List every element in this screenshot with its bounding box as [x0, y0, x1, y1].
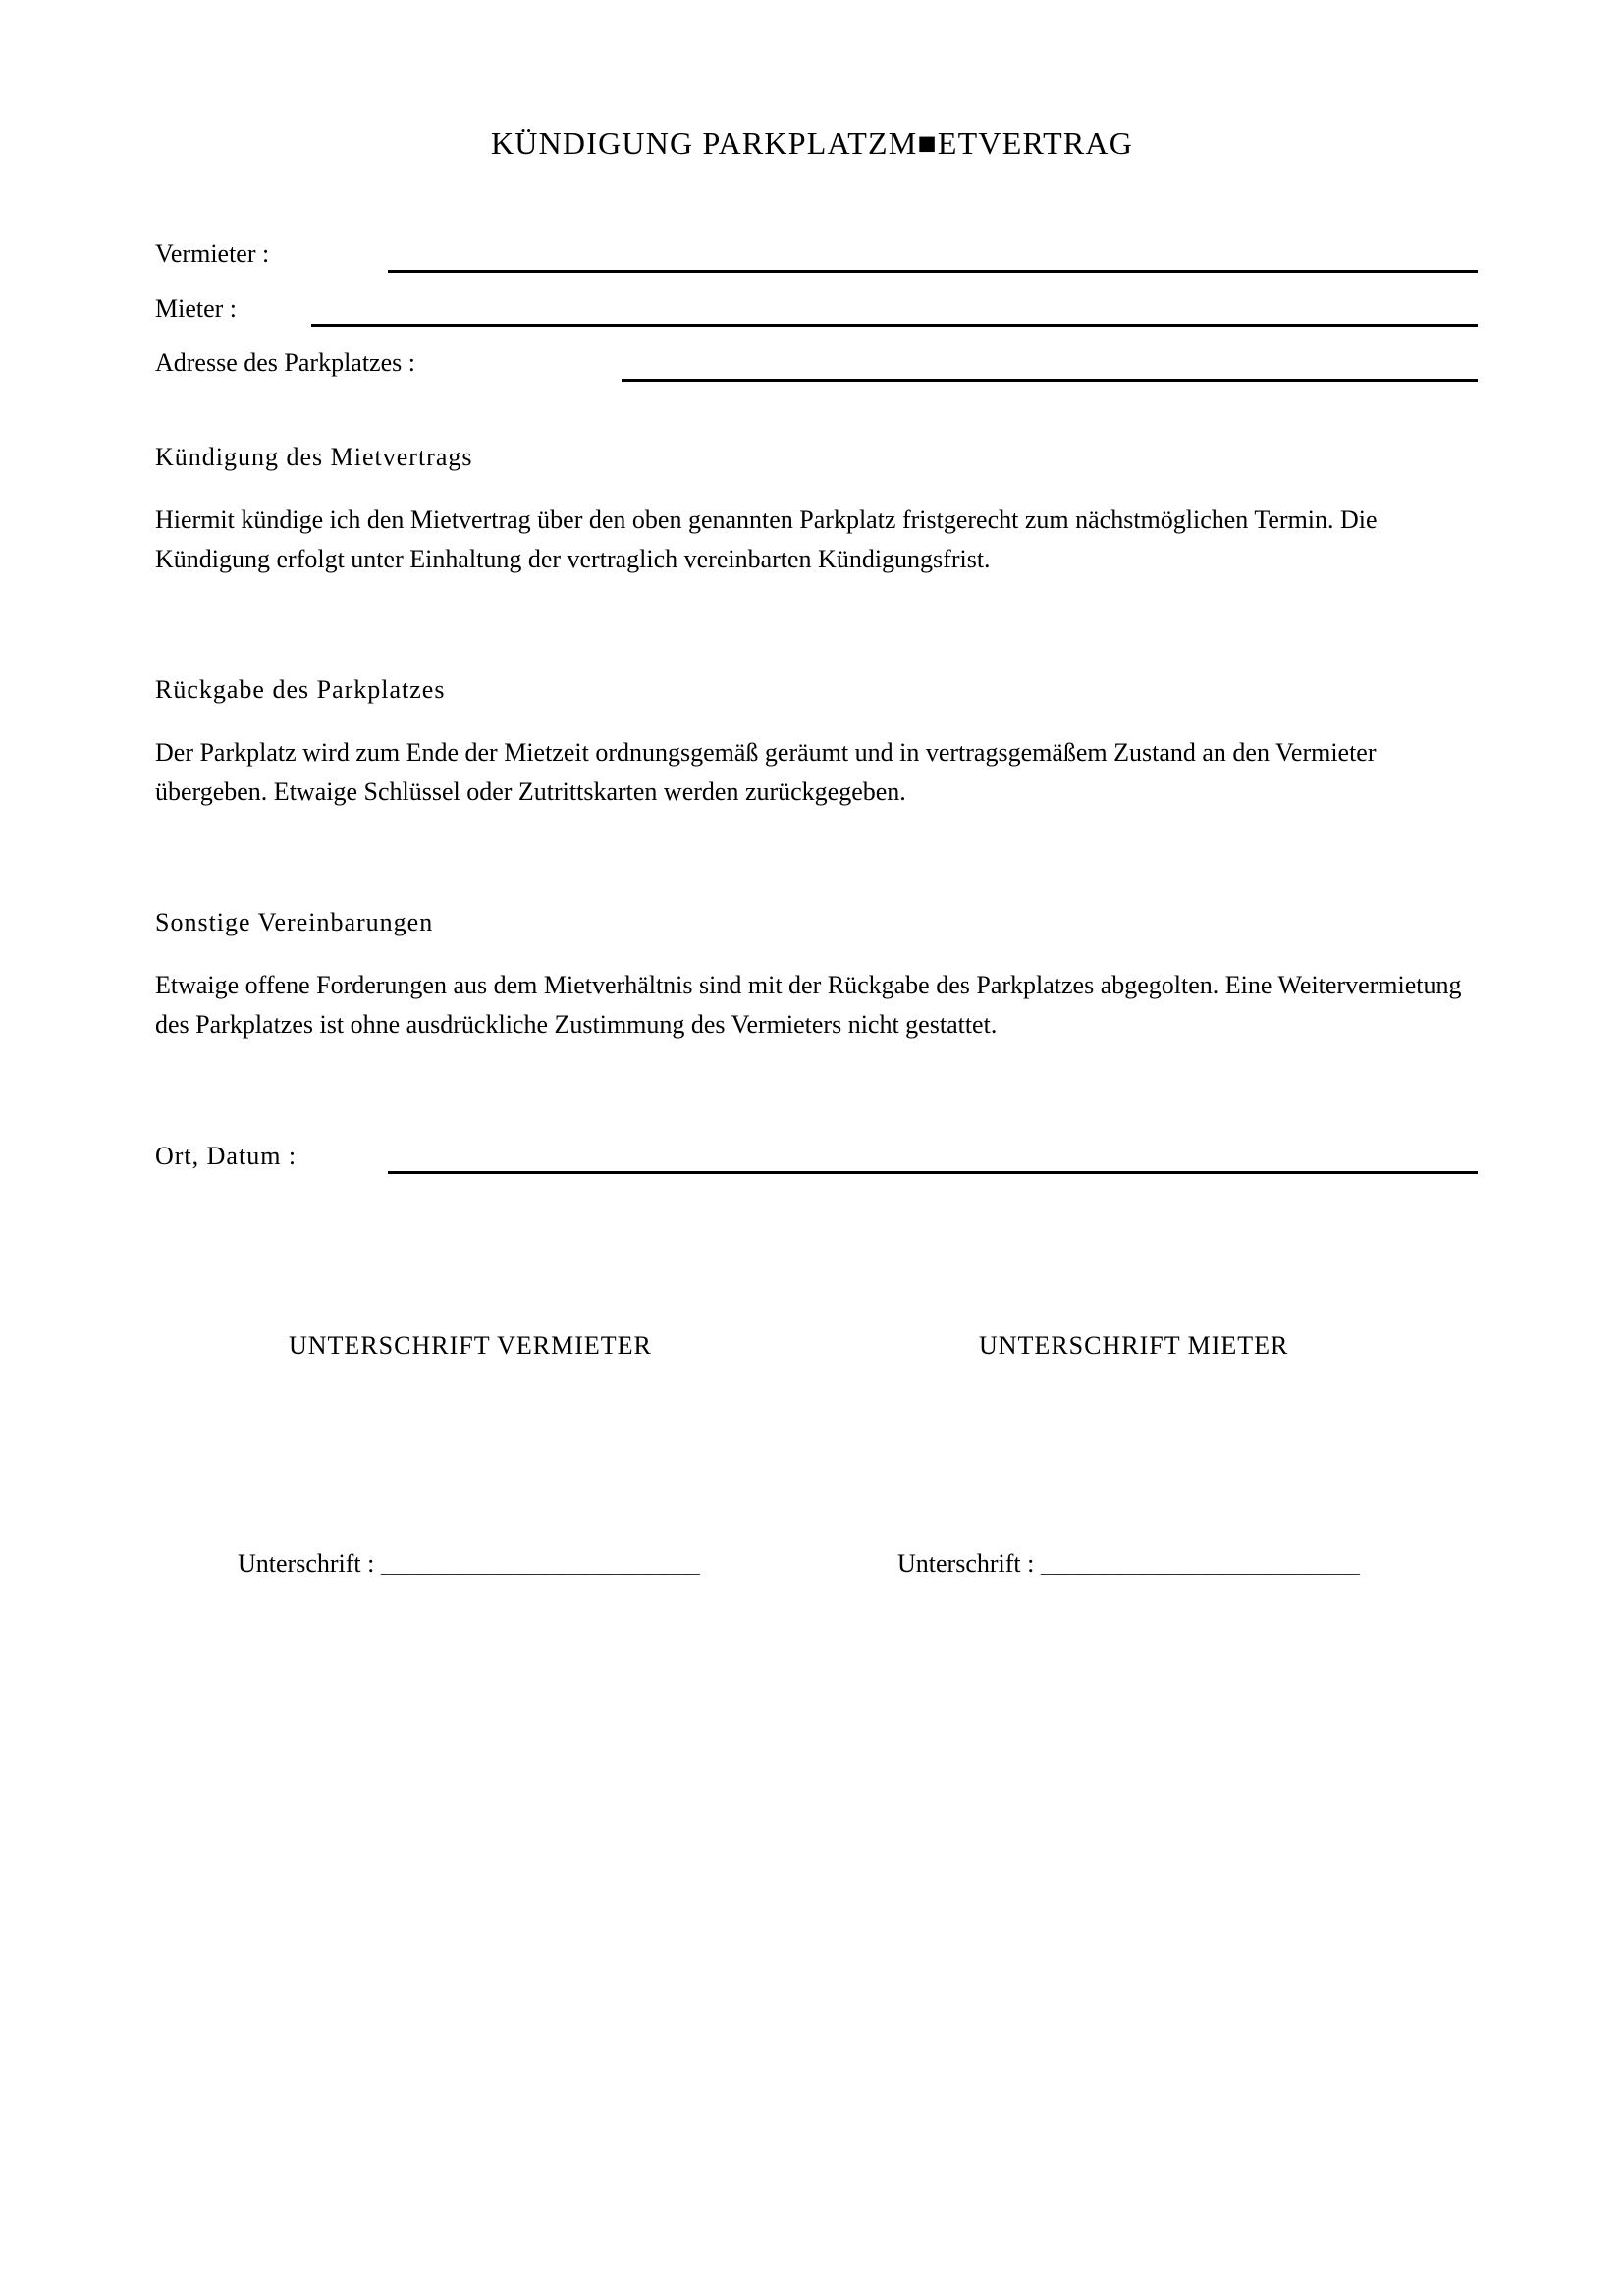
tenant-signature-line: Unterschrift : _________________________	[897, 1549, 1360, 1577]
section-heading-other-agreements: Sonstige Vereinbarungen	[155, 908, 434, 936]
tenant-label: Mieter :	[155, 294, 238, 323]
tenant-signature-heading: UNTERSCHRIFT MIETER	[979, 1331, 1289, 1360]
landlord-line	[388, 270, 1478, 273]
document-title: KÜNDIGUNG PARKPLATZM■ETVERTRAG	[490, 126, 1133, 161]
section-body-other-agreements: Etwaige offene Forderungen aus dem Mietverhältnis sind mit der Rückgabe des Parkplatzes abgegolten. Eine Weitervermietung des Parkplatzes ist ohne ausdrückliche Zustimmung des Vermieters nicht gestattet.	[155, 971, 1462, 1039]
landlord-signature-heading: UNTERSCHRIFT VERMIETER	[289, 1331, 652, 1360]
parking-address-line	[622, 379, 1478, 382]
landlord-signature-line: Unterschrift : _________________________	[238, 1549, 700, 1577]
section-heading-return: Rückgabe des Parkplatzes	[155, 675, 446, 704]
landlord-label: Vermieter :	[155, 240, 270, 268]
section-heading-termination: Kündigung des Mietvertrags	[155, 443, 473, 471]
tenant-line	[311, 324, 1478, 327]
section-body-return: Der Parkplatz wird zum Ende der Mietzeit ordnungsgemäß geräumt und in vertragsgemäßem Zustand an den Vermieter übergeben. Etwaige Schlüssel oder Zutrittskarten werden zurückgegeben.	[155, 738, 1377, 806]
parking-address-label: Adresse des Parkplatzes :	[155, 348, 415, 377]
place-date-line	[388, 1171, 1478, 1174]
place-date-label: Ort, Datum :	[155, 1142, 298, 1170]
section-body-termination: Hiermit kündige ich den Mietvertrag über den oben genannten Parkplatz fristgerecht zum nächstmöglichen Termin. Die Kündigung erfolgt unter Einhaltung der vertraglich vereinbarten Kündigungsfrist.	[155, 506, 1378, 573]
